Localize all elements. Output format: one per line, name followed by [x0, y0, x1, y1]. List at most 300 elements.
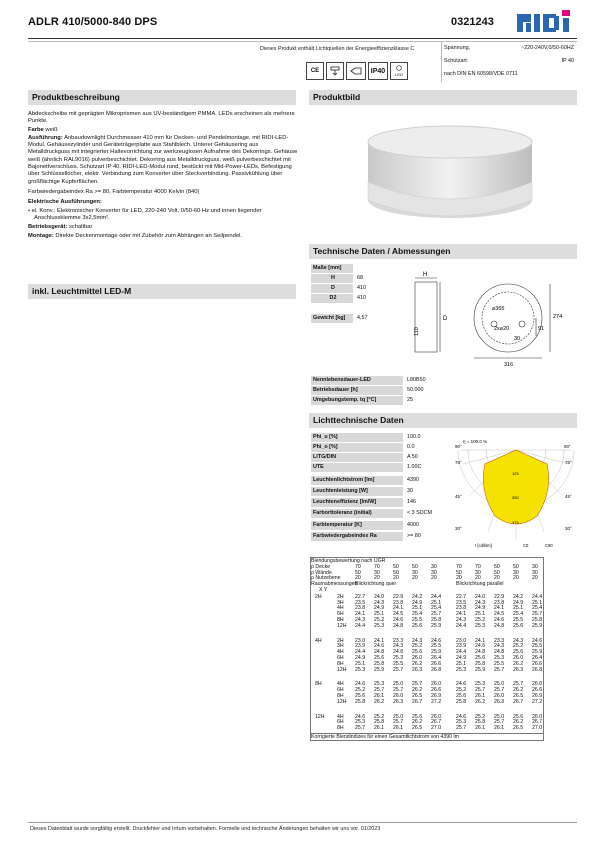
design-text: Ausführung: Anbaudownlight Durchmesser 410 mm für Decken- und Pendelmontage, mit RIDI-LED-Modul. Gehäusezylinder und Geräteträgerplatte aus Stahlblech. Unterer Gehäusering aus Metalldruckguss mit integrierter Haltevorrichtung zur werkzeuglosen Aufnahme des Dekorrings. Gehäuse weiß (ähnlich RAL9016) pulverbeschichtet. Dekorring aus Metalldruckguss, weiß pulverbeschichtet mit Bajonettverschluss. Schutzart IP 40. RIDI-LED-Modul rund, bestückt mit Mid-Power-LEDs, Befestigung über Schlüssellöcher, elektr. Verbindung zum Konverter über Steckverbindung. Passivkühlung über großflächige Kupferflächen.: [28, 134, 298, 185]
svg-text:C90: C90: [545, 543, 553, 548]
ugr-cell: 24.2: [513, 593, 524, 600]
ugr-cell: 24.5: [494, 611, 505, 618]
ugr-y: 12H: [337, 698, 347, 705]
ugr-cell: 25.7: [456, 725, 467, 732]
ugr-cell: 26.6: [532, 687, 543, 694]
svg-text:2x⌀20: 2x⌀20: [494, 326, 510, 332]
dimension-row: D2 410: [311, 294, 431, 303]
ugr-cell: 30: [431, 563, 437, 570]
ugr-cell: 25.5: [532, 643, 543, 650]
ugr-x: 12H: [315, 713, 325, 720]
ugr-cell: 24.0: [374, 593, 385, 600]
ugr-rho-label: ρ Nutzebene: [311, 575, 341, 582]
ugr-cell: 26.8: [532, 666, 543, 673]
ugr-cell: 24.1: [355, 611, 366, 618]
ugr-cell: 50: [355, 569, 361, 576]
ugr-cell: 20: [393, 575, 399, 582]
ugr-cell: 70: [475, 563, 481, 570]
dimensions-title: Maße [mm]: [311, 264, 431, 273]
ugr-cell: 25.8: [532, 617, 543, 623]
ugr-cell: 26.3: [513, 666, 524, 673]
ugr-cell: 25.3: [456, 719, 467, 726]
ugr-cell: 25.3: [475, 622, 486, 629]
ugr-cell: 26.7: [532, 719, 543, 726]
ugr-cell: 24.1: [494, 605, 505, 612]
ugr-cell: 25.3: [393, 655, 404, 661]
ugr-cell: 24.4: [431, 593, 442, 600]
ugr-cell: 25.6: [513, 649, 524, 656]
ugr-cell: 26.6: [431, 660, 442, 667]
ugr-footer: Korrigierte Blendindizes für einen Gesamtlichtstrom von 4390 lm: [311, 734, 459, 740]
ugr-cell: 25.0: [393, 713, 404, 720]
ugr-cell: 24.3: [412, 637, 423, 644]
ugr-cell: 20: [513, 575, 519, 582]
ugr-cell: 26.1: [475, 693, 486, 699]
ugr-cell: 20: [456, 575, 462, 582]
svg-text:75°: 75°: [565, 460, 572, 465]
ugr-cell: 26.2: [412, 719, 423, 726]
svg-text:250: 250: [512, 495, 519, 500]
ugr-cell: 25.8: [355, 698, 366, 705]
ugr-cell: 27.2: [532, 698, 543, 705]
ugr-cell: 26.2: [513, 719, 524, 726]
section-light: Lichttechnische Daten: [309, 413, 577, 428]
ugr-cell: 23.5: [456, 599, 467, 606]
ugr-cell: 24.1: [393, 605, 404, 612]
ugr-table: [311, 558, 543, 740]
ugr-cell: 25.5: [393, 660, 404, 667]
lifetime-row: Nennlebensdauer-LED L80B50: [313, 377, 426, 383]
ugr-y: 2H: [337, 593, 344, 600]
ugr-cell: 25.9: [431, 649, 442, 656]
ugr-cell: 25.7: [431, 611, 442, 618]
ugr-cell: 24.8: [374, 649, 385, 656]
ugr-cell: 26.1: [494, 725, 505, 732]
ugr-cell: 26.0: [532, 713, 543, 720]
ugr-y: 6H: [337, 611, 344, 618]
ugr-y: 3H: [337, 643, 344, 650]
ugr-cell: 26.2: [513, 660, 524, 667]
ip40-icon: IP40: [368, 62, 388, 80]
ugr-cell: 25.8: [475, 719, 486, 726]
ugr-cell: 24.8: [494, 622, 505, 629]
ugr-cell: 25.2: [456, 687, 467, 694]
ugr-title: Blendungsbewertung nach UGR: [311, 558, 386, 564]
ugr-cell: 24.1: [475, 637, 486, 644]
ugr-cell: 26.1: [393, 725, 404, 732]
ugr-cell: 26.9: [431, 693, 442, 699]
ugr-cell: 20: [355, 575, 361, 582]
ugr-cell: 25.7: [513, 681, 524, 688]
ugr-cell: 25.9: [475, 666, 486, 673]
ugr-cell: 25.5: [412, 617, 423, 623]
ugr-cell: 25.6: [513, 622, 524, 629]
converter-icon: [346, 62, 366, 80]
ugr-cell: 30: [412, 569, 418, 576]
ugr-cell: 23.8: [494, 599, 505, 606]
ugr-cell: 23.3: [393, 637, 404, 644]
ugr-cell: 23.9: [355, 643, 366, 650]
svg-text:125: 125: [512, 471, 519, 476]
electrical-text: • el. Konv.: Elektronischer Konverter für LED, 220-240 Volt, 0/50-60 Hz und innen liegender Anschlussklemme 3x2,5mm².: [28, 207, 262, 221]
ugr-cell: 24.5: [393, 611, 404, 618]
ugr-cell: 25.6: [412, 622, 423, 629]
ugr-cell: 26.3: [494, 698, 505, 705]
ugr-cell: 25.3: [475, 681, 486, 688]
ugr-cell: 22.9: [494, 593, 505, 600]
svg-text:η = 100.0 %: η = 100.0 %: [463, 439, 488, 444]
ugr-cell: 25.6: [355, 693, 366, 699]
header-rule: [28, 38, 577, 39]
product-title: ADLR 410/5000-840 DPS: [28, 16, 158, 28]
ugr-cell: 24.9: [412, 599, 423, 606]
ugr-cell: 25.5: [431, 643, 442, 650]
ugr-cell: 24.4: [456, 622, 467, 629]
ugr-cell: 25.9: [532, 649, 543, 656]
ugr-cell: 26.1: [374, 725, 385, 732]
ugr-cell: 25.0: [494, 713, 505, 720]
ugr-cell: 24.1: [374, 637, 385, 644]
lifetime-row: Umgebungstemp. tq [°C] 25: [313, 397, 413, 403]
ugr-y: 8H: [337, 617, 344, 623]
ugr-cell: 30: [374, 569, 380, 576]
ugr-cell: 26.5: [513, 693, 524, 699]
ugr-cell: 25.7: [374, 687, 385, 694]
ugr-cell: 24.3: [374, 599, 385, 606]
ugr-cell: 24.3: [494, 643, 505, 650]
light-row: UTE 1.00C: [313, 464, 422, 470]
ugr-cell: 25.2: [475, 713, 486, 720]
ugr-cell: 25.2: [475, 617, 486, 623]
ugr-cell: 25.3: [355, 666, 366, 673]
product-image: [355, 120, 545, 230]
ugr-cell: 25.3: [374, 681, 385, 688]
ugr-cell: 25.7: [494, 687, 505, 694]
ugr-cell: 25.9: [431, 622, 442, 629]
ugr-cell: 24.8: [475, 649, 486, 656]
svg-text:D: D: [443, 316, 448, 322]
ugr-room-label: Raumabmessungen: [311, 581, 358, 588]
light-row: Leuchtenleistung [W] 30: [313, 488, 413, 494]
section-description: Produktbeschreibung: [28, 90, 296, 105]
ugr-y: 4H: [337, 605, 344, 612]
ugr-cell: 24.6: [355, 713, 366, 720]
ugr-y: 8H: [337, 660, 344, 667]
article-number: 0321243: [451, 16, 494, 28]
ugr-cell: 25.8: [431, 617, 442, 623]
ugr-cell: 50: [393, 569, 399, 576]
ugr-cell: 20: [412, 575, 418, 582]
ugr-cell: 25.1: [513, 605, 524, 612]
ugr-cell: 50: [456, 569, 462, 576]
svg-text:30°: 30°: [565, 526, 572, 531]
light-row: Farbwiedergabeindex Ra >= 80: [313, 533, 421, 539]
ugr-cell: 26.0: [431, 713, 442, 720]
ugr-cell: 30: [431, 569, 437, 576]
light-row: Phi_o [%] 0.0: [313, 444, 415, 450]
ugr-y: 8H: [337, 725, 344, 732]
ugr-cell: 25.4: [412, 611, 423, 618]
ugr-cell: 26.0: [494, 693, 505, 699]
ugr-cell: 50: [513, 563, 519, 570]
ugr-y: 12H: [337, 666, 347, 673]
ugr-cell: 25.4: [513, 611, 524, 618]
ugr-cell: 30: [532, 569, 538, 576]
color-rendering-text: Farbwiedergabeindex Ra >= 80, Farbtemperatur 4000 Kelvin (840): [28, 188, 200, 195]
energy-class-text: Dieses Produkt enthält Lichtquellen der Energieeffizienzklasse C: [260, 46, 415, 52]
ugr-cell: 25.1: [412, 605, 423, 612]
ugr-cell: 26.2: [513, 687, 524, 694]
ugr-cell: 25.1: [431, 599, 442, 606]
ugr-cell: 30: [513, 569, 519, 576]
ugr-cell: 26.5: [412, 693, 423, 699]
section-tech: Technische Daten / Abmessungen: [309, 244, 577, 259]
ugr-cell: 24.6: [475, 643, 486, 650]
ugr-frame: [310, 557, 544, 741]
ugr-y: 6H: [337, 719, 344, 726]
ugr-cell: 26.6: [532, 660, 543, 667]
ugr-cell: 20: [475, 575, 481, 582]
page-footer: Dieses Datenblatt wurde sorgfältig erstellt. Druckfehler und Irrtum vorbehalten. Formelle und technische Änderungen behalten wir uns vor. 01/2023: [30, 826, 381, 832]
ugr-cell: 25.0: [494, 681, 505, 688]
light-row: Leuchteneffizienz [lm/W] 146: [313, 499, 416, 505]
section-image: Produktbild: [309, 90, 577, 105]
ugr-cell: 70: [374, 563, 380, 570]
ugr-cell: 25.7: [393, 666, 404, 673]
ugr-cell: 25.5: [494, 660, 505, 667]
ugr-cell: 25.4: [431, 605, 442, 612]
ugr-cell: 24.4: [456, 649, 467, 656]
ugr-cell: 25.9: [374, 666, 385, 673]
svg-text:110: 110: [414, 327, 420, 336]
ugr-cell: 30: [532, 563, 538, 570]
light-row: LITG/DIN A 50: [313, 454, 418, 460]
ugr-cell: 25.1: [374, 611, 385, 618]
ugr-cell: 26.4: [431, 655, 442, 661]
ugr-cell: 23.0: [456, 637, 467, 644]
ugr-cell: 22.9: [393, 593, 404, 600]
ugr-cell: 30: [475, 569, 481, 576]
ugr-cell: 26.2: [412, 687, 423, 694]
svg-text:⌀365: ⌀365: [492, 306, 505, 312]
light-row: Leuchtenlichtstrom [lm] 4390: [313, 477, 419, 483]
svg-text:90°: 90°: [455, 444, 462, 449]
ce-icon: CE: [306, 62, 324, 80]
ugr-cell: 25.6: [412, 649, 423, 656]
ugr-cell: 24.8: [494, 649, 505, 656]
ridi-logo: [517, 10, 577, 34]
ugr-cell: 25.7: [475, 687, 486, 694]
ugr-cell: 25.7: [393, 687, 404, 694]
ugr-y: 3H: [337, 599, 344, 606]
ugr-cell: 25.7: [494, 719, 505, 726]
ugr-cell: 20: [374, 575, 380, 582]
ugr-cell: 25.6: [513, 713, 524, 720]
ugr-cell: 26.3: [412, 666, 423, 673]
ugr-view-label: Blickrichtung quer: [355, 581, 397, 588]
ugr-cell: 24.3: [475, 599, 486, 606]
ugr-cell: 26.4: [532, 655, 543, 661]
ugr-cell: 24.0: [475, 593, 486, 600]
ugr-cell: 25.7: [532, 611, 543, 618]
ugr-cell: 25.2: [374, 713, 385, 720]
ugr-cell: 24.9: [475, 605, 486, 612]
ugr-cell: 25.6: [475, 655, 486, 661]
svg-text:C0: C0: [523, 543, 529, 548]
mounting-icon: [326, 62, 344, 80]
ugr-cell: 24.6: [393, 617, 404, 623]
ugr-cell: 25.5: [513, 617, 524, 623]
ugr-cell: 50: [412, 563, 418, 570]
ugr-cell: 23.9: [456, 643, 467, 650]
ugr-x: 4H: [315, 637, 322, 644]
ugr-cell: 23.3: [494, 637, 505, 644]
ugr-cell: 25.8: [475, 660, 486, 667]
ugr-cell: 23.8: [355, 605, 366, 612]
ugr-cell: 25.6: [412, 713, 423, 720]
svg-text:316: 316: [504, 362, 514, 368]
ugr-cell: 24.6: [374, 643, 385, 650]
svg-text:H: H: [423, 272, 428, 278]
certification-icons: [306, 62, 408, 80]
ugr-cell: 25.9: [532, 622, 543, 629]
ugr-cell: 25.3: [494, 655, 505, 661]
ugr-cell: 24.9: [355, 655, 366, 661]
ugr-cell: 25.7: [355, 725, 366, 732]
ugr-cell: 25.6: [456, 693, 467, 699]
ugr-cell: 25.1: [532, 599, 543, 606]
ugr-view-label: Blickrichtung parallel: [456, 581, 504, 588]
ugr-cell: 25.3: [355, 719, 366, 726]
svg-text:30: 30: [514, 336, 521, 342]
ugr-cell: 26.0: [513, 655, 524, 661]
ugr-cell: 25.7: [494, 666, 505, 673]
ugr-cell: 25.7: [393, 719, 404, 726]
dimension-row: H 68: [311, 274, 431, 283]
ugr-xy-label: X Y: [319, 587, 328, 593]
ugr-y: 4H: [337, 649, 344, 656]
ugr-cell: 27.0: [532, 725, 543, 732]
ugr-cell: 26.0: [393, 693, 404, 699]
ugr-cell: 25.2: [355, 687, 366, 694]
ugr-cell: 24.6: [456, 713, 467, 720]
ugr-cell: 24.1: [456, 611, 467, 618]
ugr-cell: 26.9: [532, 693, 543, 699]
ugr-cell: 26.2: [412, 660, 423, 667]
svg-text:30°: 30°: [455, 526, 462, 531]
svg-text:274: 274: [553, 314, 563, 320]
lifetime-row: Betriebsdauer [h] 50.000: [313, 387, 424, 393]
ugr-cell: 26.7: [412, 698, 423, 705]
ugr-cell: 23.5: [355, 599, 366, 606]
ugr-cell: 27.2: [431, 698, 442, 705]
ugr-cell: 26.0: [532, 681, 543, 688]
ugr-cell: 25.7: [412, 681, 423, 688]
ugr-cell: 23.0: [355, 637, 366, 644]
footer-rule: [28, 822, 577, 823]
ugr-cell: 24.4: [355, 622, 366, 629]
ugr-cell: 22.7: [355, 593, 366, 600]
ugr-cell: 23.8: [393, 599, 404, 606]
ugr-separator: [310, 733, 544, 734]
ugr-cell: 26.5: [412, 725, 423, 732]
ugr-cell: 25.1: [456, 660, 467, 667]
dimension-row: D 410: [311, 284, 431, 293]
ugr-cell: 26.3: [393, 698, 404, 705]
ugr-rho-label: ρ Wände: [311, 569, 332, 576]
ugr-cell: 20: [494, 575, 500, 582]
ballast-line: Betriebsgerät: schaltbar: [28, 224, 93, 231]
ugr-y: 12H: [337, 622, 347, 629]
ugr-cell: 25.6: [374, 655, 385, 661]
svg-text:45°: 45°: [455, 494, 462, 499]
light-row: Farborttoleranz (initial) < 3 SDCM: [313, 510, 433, 516]
svg-text:75°: 75°: [455, 460, 462, 465]
ugr-cell: 70: [456, 563, 462, 570]
technical-drawing: [410, 266, 580, 376]
electrical-label: Elektrische Ausführungen:: [28, 199, 102, 206]
svg-text:I [cd/klm]: I [cd/klm]: [475, 543, 492, 548]
svg-text:91: 91: [538, 326, 545, 332]
ugr-cell: 25.2: [412, 643, 423, 650]
ugr-cell: 25.1: [475, 611, 486, 618]
led-icon: LED: [390, 62, 408, 80]
description-intro: Abdeckscheibe mit geprägten Mikroprismen aus UV-beständigem PMMA. LEDs erscheinen als mehrere Punkte.: [28, 111, 295, 125]
ugr-x: 2H: [315, 593, 322, 600]
ugr-cell: 24.6: [456, 681, 467, 688]
weight-row: Gewicht [kg] 4,57: [313, 315, 368, 321]
polar-diagram: [455, 436, 577, 550]
ugr-y: 4H: [337, 713, 344, 720]
ugr-cell: 24.6: [494, 617, 505, 623]
ugr-cell: 26.1: [475, 725, 486, 732]
ugr-cell: 25.0: [393, 681, 404, 688]
ugr-cell: 25.1: [355, 660, 366, 667]
ugr-cell: 24.3: [456, 617, 467, 623]
product-description: [28, 111, 298, 242]
ugr-cell: 25.4: [532, 605, 543, 612]
ugr-cell: 26.0: [431, 681, 442, 688]
ugr-y: 6H: [337, 687, 344, 694]
ugr-cell: 25.8: [374, 719, 385, 726]
ugr-cell: 50: [393, 563, 399, 570]
ugr-cell: 24.8: [393, 649, 404, 656]
ugr-cell: 26.7: [513, 698, 524, 705]
ugr-cell: 50: [494, 569, 500, 576]
ugr-y: 4H: [337, 681, 344, 688]
ugr-cell: 24.3: [355, 617, 366, 623]
ugr-cell: 24.9: [456, 655, 467, 661]
ugr-cell: 26.2: [374, 698, 385, 705]
color-line: Farbe weiß: [28, 126, 58, 133]
ugr-cell: 25.8: [374, 660, 385, 667]
ugr-cell: 25.2: [374, 617, 385, 623]
ugr-cell: 20: [431, 575, 437, 582]
light-row: Farbtemperatur [K] 4000: [313, 522, 419, 528]
ugr-cell: 27.0: [431, 725, 442, 732]
ugr-x: 8H: [315, 681, 322, 688]
ugr-cell: 24.3: [393, 643, 404, 650]
ugr-cell: 26.6: [431, 687, 442, 694]
mounting-line: Montage: Direkte Deckenmontage oder mit Zubehör zum Abhängen an Seilpendel.: [28, 233, 242, 240]
ugr-cell: 23.8: [456, 605, 467, 612]
ugr-cell: 26.2: [475, 698, 486, 705]
ugr-y: 6H: [337, 655, 344, 661]
ugr-cell: 24.3: [513, 637, 524, 644]
ugr-cell: 26.0: [412, 655, 423, 661]
svg-text:45°: 45°: [565, 494, 572, 499]
ugr-cell: 26.1: [374, 693, 385, 699]
